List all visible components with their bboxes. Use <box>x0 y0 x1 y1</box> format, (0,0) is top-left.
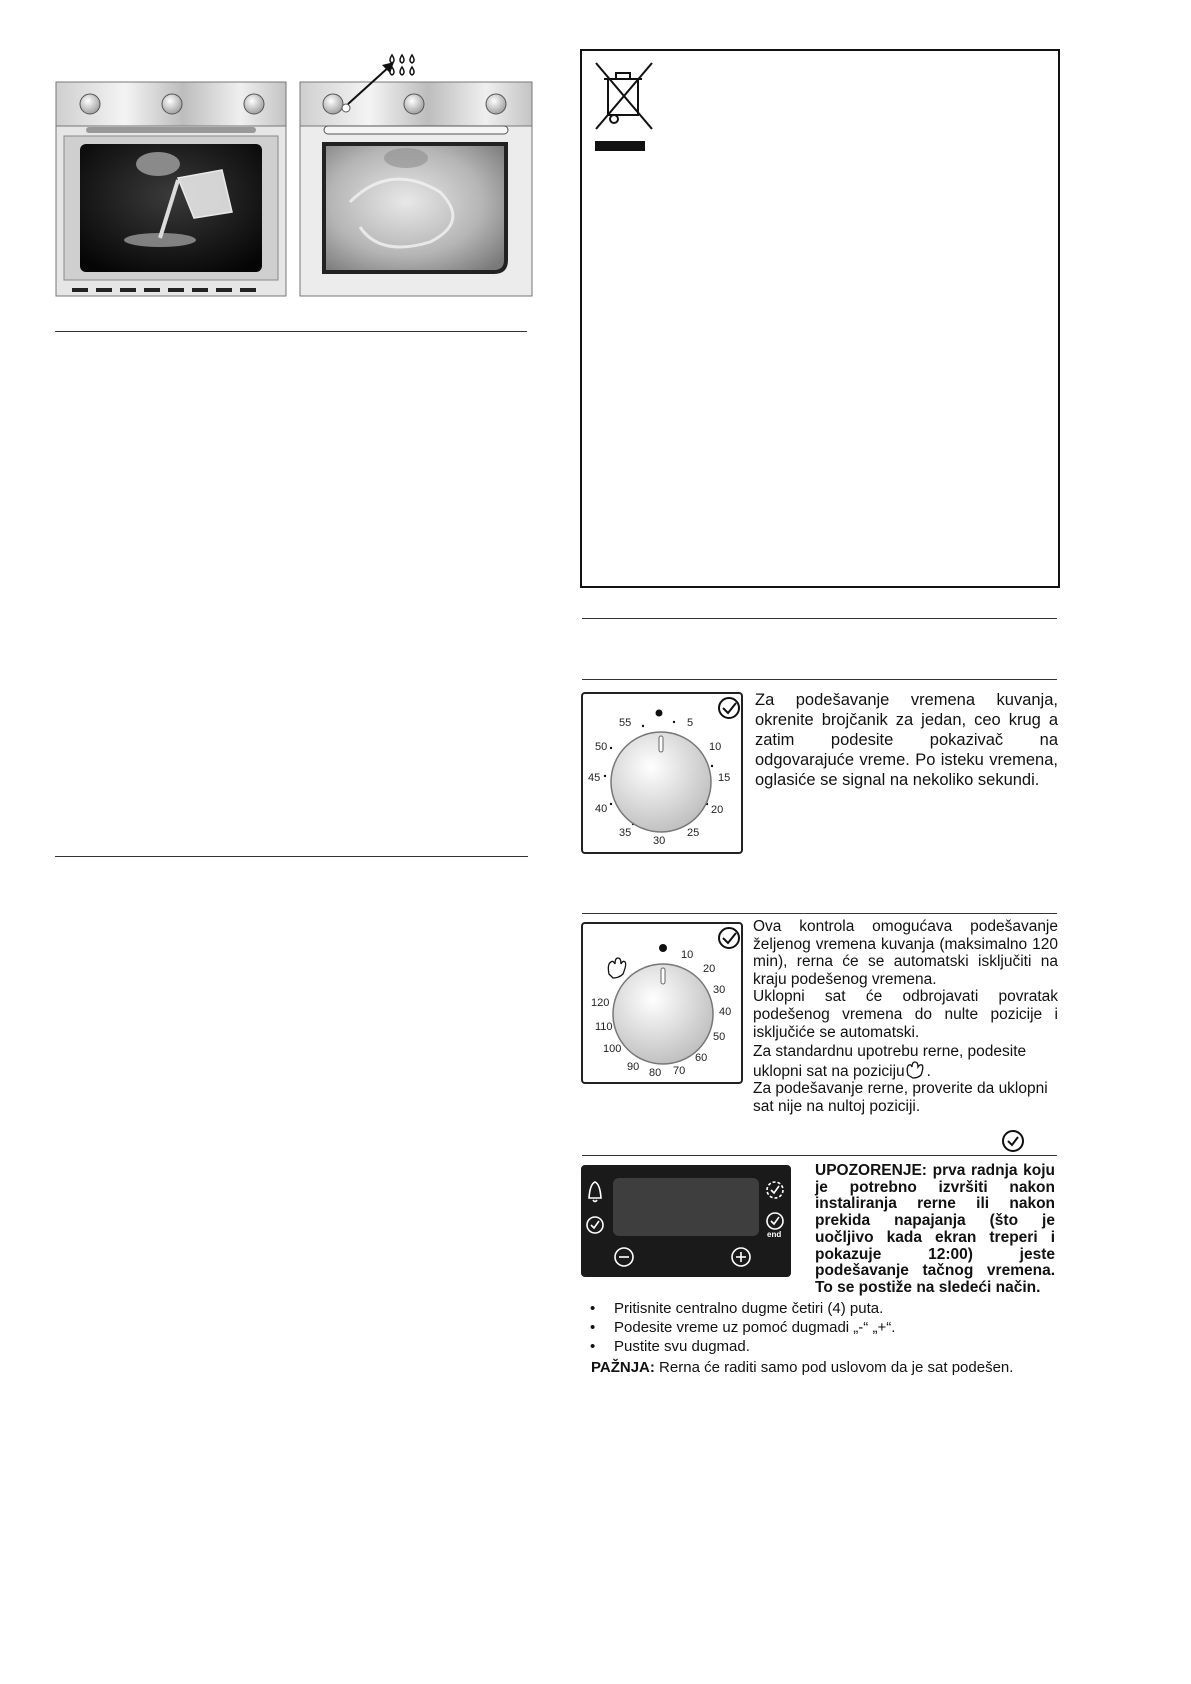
dial-label: 5 <box>687 717 694 729</box>
setup-step: • Pustite svu dugmad. <box>582 1337 1052 1356</box>
bell-icon[interactable] <box>589 1182 601 1202</box>
dial-label: 50 <box>595 741 608 753</box>
warning-text: UPOZORENJE: prva radnja koju je potrebno izvršiti nakon instaliranja rerne ili nakon prekida napajanja (što je uočljivo kada ekran treperi i pokazuje 12:00) jeste podešavanje tačnog vremena. To se postiže na sledeći način. <box>815 1162 1055 1296</box>
timer120-para-4: Za podešavanje rerne, proverite da uklopni sat nije na nultoj poziciji. <box>753 1080 1048 1115</box>
end-of-cooking-timer-dial <box>581 922 743 1084</box>
timer120-para-3-end: . <box>926 1062 931 1080</box>
dial-label: 25 <box>687 827 700 839</box>
section-divider <box>55 331 527 332</box>
section-divider <box>55 856 528 857</box>
timer120-para-1: Ova kontrola omogućava podešavanje željenog vremena kuvanja (maksimalno 120 min), rerna će se automatski isključiti na kraju podešenog vremena. <box>753 918 1058 988</box>
digital-programmer-panel <box>581 1165 791 1277</box>
dial-label: 80 <box>649 1067 662 1079</box>
plus-button-icon[interactable] <box>732 1248 750 1266</box>
water-drops-icon <box>386 53 426 79</box>
clock-button-icon[interactable] <box>587 1217 603 1233</box>
dial-label: 30 <box>713 984 726 996</box>
end-time-button-icon[interactable] <box>767 1213 783 1229</box>
duration-button-icon[interactable] <box>767 1182 783 1198</box>
dial-label: 40 <box>719 1006 732 1018</box>
note-label: PAŽNJA: <box>591 1359 655 1376</box>
section-divider <box>582 679 1057 680</box>
dial-label: 55 <box>619 717 632 729</box>
dial-label: 20 <box>703 963 716 975</box>
dial-label: 50 <box>713 1031 726 1043</box>
setup-steps-list <box>582 1299 1052 1356</box>
weee-notice-box <box>580 49 1060 588</box>
oven-right <box>300 82 532 296</box>
minute-timer-dial <box>581 692 743 854</box>
dial-label: 45 <box>588 772 601 784</box>
dial-label: 15 <box>718 772 731 784</box>
timer55-description: Za podešavanje vremena kuvanja, okrenite brojčanik za jedan, ceo krug a zatim podesite pokazivač na odgovarajuće vreme. Po isteku vremena, oglasiće se signal na nekoliko sekundi. <box>755 691 1058 789</box>
dial-label: 110 <box>595 1021 613 1033</box>
setup-step: • Pritisnite centralno dugme četiri (4) puta. <box>582 1299 1052 1318</box>
note-text: Rerna će raditi samo pod uslovom da je sat podešen. <box>654 1359 1014 1376</box>
dial-label: 10 <box>709 741 722 753</box>
timer120-para-3-text: Za standardnu upotrebu rerne, podesite uklopni sat na poziciju <box>753 1043 1027 1080</box>
end-label: end <box>767 1230 782 1239</box>
dial-label: 40 <box>595 803 608 815</box>
dial-label: 120 <box>591 997 610 1009</box>
dial-label: 10 <box>681 949 694 961</box>
dial-label: 70 <box>673 1065 686 1077</box>
dial-label: 35 <box>619 827 632 839</box>
setup-step: • Podesite vreme uz pomoć dugmadi „-“ „+“. <box>582 1318 1052 1337</box>
dial-label: 30 <box>653 835 666 847</box>
dial-label: 90 <box>627 1061 640 1073</box>
minus-button-icon[interactable] <box>615 1248 633 1266</box>
dial-label: 60 <box>695 1052 708 1064</box>
section-divider <box>582 913 1057 914</box>
oven-left <box>56 82 286 296</box>
clock-check-icon <box>1001 1129 1025 1153</box>
dial-label: 100 <box>603 1043 622 1055</box>
dial-label: 20 <box>711 804 724 816</box>
timer120-description <box>753 918 1058 1116</box>
section-divider <box>582 1155 1057 1156</box>
manual-hand-icon <box>608 958 625 978</box>
timer120-para-2: Uklopni sat će odbrojavati povratak podešenog vremena do nulte pozicije i isključiće se automatski. <box>753 988 1058 1041</box>
crossed-out-bin-icon <box>590 57 660 157</box>
oven-illustration <box>50 52 580 324</box>
clock-note <box>591 1358 1013 1377</box>
manual-hand-icon <box>905 1061 927 1079</box>
timer120-para-3 <box>753 1043 1058 1080</box>
section-divider <box>582 618 1057 619</box>
